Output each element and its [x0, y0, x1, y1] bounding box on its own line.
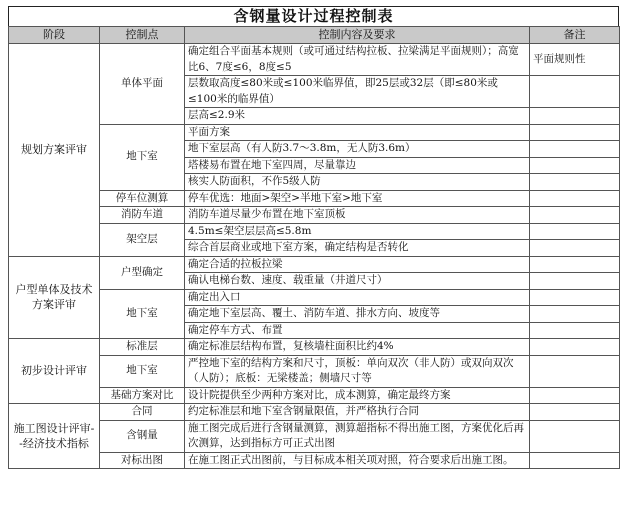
content-cell: 确定组合平面基本规则（或可通过结构拉板、拉梁满足平面规则）；高宽比6、7度≤6，8度≤5: [185, 44, 530, 76]
control-point-cell: 地下室: [100, 289, 185, 339]
table-row: [9, 404, 620, 421]
table-row: [9, 339, 620, 356]
control-point-cell: 单体平面: [100, 44, 185, 125]
table-row: [9, 387, 620, 404]
note-cell: [530, 190, 620, 207]
control-point-cell: 地下室: [100, 355, 185, 387]
note-cell: [530, 157, 620, 174]
content-cell: 核实人防面积，不作5级人防: [185, 174, 530, 191]
control-point-cell: 合同: [100, 404, 185, 421]
note-cell: [530, 141, 620, 158]
note-cell: [530, 207, 620, 224]
control-point-cell: 地下室: [100, 124, 185, 190]
note-cell: [530, 240, 620, 257]
stage-cell: 施工图设计评审--经济技术指标: [9, 404, 100, 469]
table-row: [9, 124, 620, 141]
table-row: [9, 452, 620, 469]
note-cell: [530, 256, 620, 273]
content-cell: 消防车道尽量少布置在地下室顶板: [185, 207, 530, 224]
content-cell: 平面方案: [185, 124, 530, 141]
note-cell: [530, 404, 620, 421]
control-point-cell: 基础方案对比: [100, 387, 185, 404]
content-cell: 约定标准层和地下室含钢量限值，并严格执行合同: [185, 404, 530, 421]
note-cell: [530, 355, 620, 387]
table-body: [9, 44, 620, 469]
header-stage: 阶段: [9, 27, 100, 44]
content-cell: 严控地下室的结构方案和尺寸，顶板：单向双次（非人防）或双向双次（人防）；底板：无梁楼盖；侧墙尺寸等: [185, 355, 530, 387]
note-cell: 平面规则性: [530, 44, 620, 76]
note-cell: [530, 420, 620, 452]
control-table-container: [8, 6, 619, 469]
control-point-cell: 停车位测算: [100, 190, 185, 207]
content-cell: 层高≤2.9米: [185, 108, 530, 125]
control-point-cell: 对标出图: [100, 452, 185, 469]
content-cell: 层数取高度≤80米或≤100米临界值，即25层或32层（即≤80米或≤100米的临界值）: [185, 76, 530, 108]
note-cell: [530, 289, 620, 306]
control-point-cell: 含钢量: [100, 420, 185, 452]
content-cell: 塔楼易布置在地下室四周，尽量靠边: [185, 157, 530, 174]
note-cell: [530, 76, 620, 108]
content-cell: 地下室层高（有人防3.7～3.8m，无人防3.6m）: [185, 141, 530, 158]
content-cell: 确定出入口: [185, 289, 530, 306]
content-cell: 确认电梯台数、速度、载重量（井道尺寸）: [185, 273, 530, 290]
control-point-cell: 标准层: [100, 339, 185, 356]
note-cell: [530, 174, 620, 191]
header-row: [9, 27, 620, 44]
content-cell: 确定标准层结构布置，复核墙柱面积比约4%: [185, 339, 530, 356]
table-row: [9, 355, 620, 387]
content-cell: 确定合适的拉板拉梁: [185, 256, 530, 273]
table-row: [9, 44, 620, 76]
note-cell: [530, 322, 620, 339]
table-row: [9, 420, 620, 452]
note-cell: [530, 339, 620, 356]
note-cell: [530, 452, 620, 469]
control-point-cell: 户型确定: [100, 256, 185, 289]
content-cell: 确定停车方式、布置: [185, 322, 530, 339]
content-cell: 在施工图正式出图前，与目标成本相关项对照，符合要求后出施工图。: [185, 452, 530, 469]
note-cell: [530, 387, 620, 404]
table-row: [9, 223, 620, 240]
header-content: 控制内容及要求: [185, 27, 530, 44]
content-cell: 4.5m≤架空层层高≤5.8m: [185, 223, 530, 240]
stage-cell: 户型单体及技术方案评审: [9, 256, 100, 339]
note-cell: [530, 124, 620, 141]
note-cell: [530, 273, 620, 290]
content-cell: 停车优选：地面>架空>半地下室>地下室: [185, 190, 530, 207]
control-point-cell: 消防车道: [100, 207, 185, 224]
table-row: [9, 190, 620, 207]
content-cell: 确定地下室层高、覆土、消防车道、排水方向、坡度等: [185, 306, 530, 323]
content-cell: 设计院提供至少两种方案对比，成本测算，确定最终方案: [185, 387, 530, 404]
table-title: 含钢量设计过程控制表: [8, 6, 619, 26]
note-cell: [530, 306, 620, 323]
stage-cell: 规划方案评审: [9, 44, 100, 257]
stage-cell: 初步设计评审: [9, 339, 100, 404]
header-control: 控制点: [100, 27, 185, 44]
content-cell: 施工图完成后进行含钢量测算，测算超指标不得出施工图，方案优化后再次测算，达到指标方可正式出图: [185, 420, 530, 452]
note-cell: [530, 223, 620, 240]
table-row: [9, 289, 620, 306]
control-table: [8, 26, 620, 469]
table-row: [9, 256, 620, 273]
note-cell: [530, 108, 620, 125]
content-cell: 综合首层商业或地下室方案，确定结构是否转化: [185, 240, 530, 257]
control-point-cell: 架空层: [100, 223, 185, 256]
table-row: [9, 207, 620, 224]
header-note: 备注: [530, 27, 620, 44]
